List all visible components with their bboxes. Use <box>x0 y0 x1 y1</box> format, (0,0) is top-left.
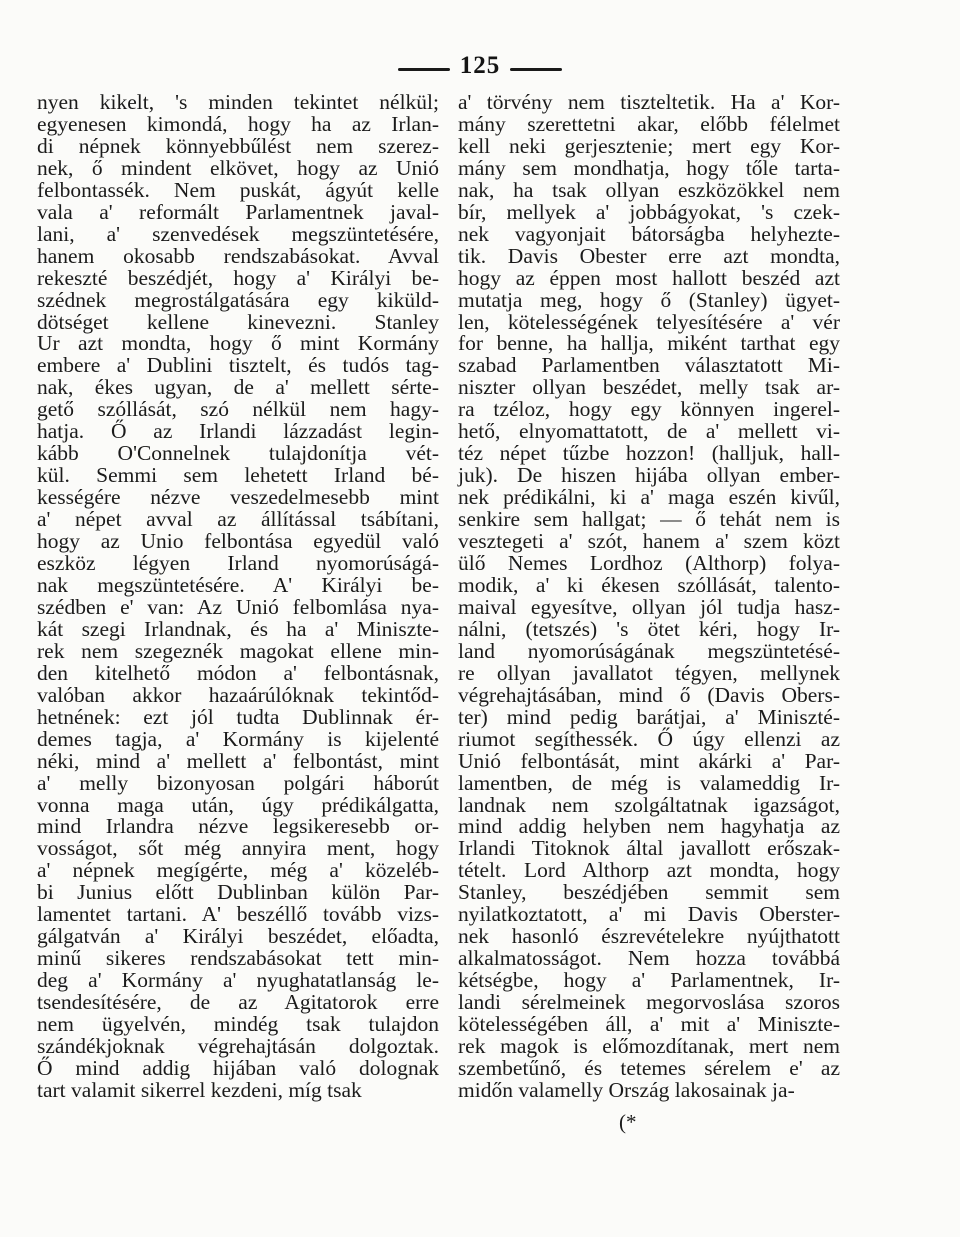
text-line: nek, ő mindent elkövet, hogy az Unió <box>37 155 439 180</box>
text-line: bír, mellyek a' jobbágyokat, 's czek- <box>458 199 840 224</box>
text-line: nálni, (tetszés) 's ötet kéri, hogy Ir- <box>458 616 840 641</box>
text-line: demes tagja, a' Kormány is kijelenté <box>37 726 439 751</box>
text-line: gálgatván a' Királyi beszédet, előadta, <box>37 924 439 949</box>
text-line: végrehajtásában, mind ő (Davis Obers- <box>458 682 840 707</box>
text-line: deg a' Kormány a' nyughatatlanság le- <box>37 968 439 993</box>
text-line: Stanley, beszédjében semmit sem <box>458 880 840 905</box>
text-line: nem ügyelvén, mindég tsak tulajdon <box>37 1012 439 1037</box>
text-line: for benne, ha hallja, miként tarthat egy <box>458 331 840 356</box>
text-line: kötelességében áll, a' mit a' Miniszte- <box>458 1012 840 1037</box>
text-line: eszköz légyen Irland nyomorúságá- <box>37 551 439 576</box>
text-line: hető, elnyomattatott, de a' mellett vi- <box>458 419 840 444</box>
text-line: di népnek könnyebbűlést nem szerez- <box>37 133 439 158</box>
text-line: dötséget kellene kinevezni. Stanley <box>37 309 439 334</box>
text-line: landi sérelmeinek megorvoslása szoros <box>458 990 840 1015</box>
text-line: kát szegi Irlandnak, és ha a' Miniszte- <box>37 616 439 641</box>
left-ornament-rule <box>398 68 450 71</box>
text-line: riumot segíthessék. Ő úgy ellenzi az <box>458 726 840 751</box>
text-line: a' melly bizonyosan polgári háborút <box>37 770 439 795</box>
page-number: 125 <box>459 52 501 79</box>
text-line: tételt. Lord Althorp azt mondta, hogy <box>458 858 840 883</box>
text-line: Ur azt mondta, hogy ő mint Kormány <box>37 331 439 356</box>
text-line: ter) mind pedig barátjai, a' Miniszté- <box>458 704 840 729</box>
text-line: tsendesítésére, de az Agitatorok erre <box>37 990 439 1015</box>
text-line: a' népet avval az állítással tsábítani, <box>37 507 439 532</box>
text-line: hogy az éppen most hallott beszéd azt <box>458 265 840 290</box>
text-line: kább O'Connelnek tulajdonítja vét- <box>37 441 439 466</box>
text-line: vosságot, sőt még annyira ment, hogy <box>37 836 439 861</box>
text-line: land nyomorúságának megszüntetésé- <box>458 638 840 663</box>
text-line: mind Irlandra nézve legsikeresebb or- <box>37 814 439 839</box>
text-line: valóban akkor hazaárúlóknak tekintőd- <box>37 682 439 707</box>
text-line: embere a' Dublini tisztelt, és tudós tag- <box>37 353 439 378</box>
text-line: tart valamit sikerrel kezdeni, míg tsak <box>37 1077 362 1102</box>
text-line: nek prédikálni, ki a' maga eszén kivűl, <box>458 485 840 510</box>
text-line: juk). De hiszen hijába ollyan ember- <box>458 463 840 488</box>
text-line: szédben e' van: Az Unió felbomlása nya- <box>37 594 439 619</box>
text-line: maival egyesítve, ollyan jól tudja hasz- <box>458 594 840 619</box>
text-line: midőn valamelly Ország lakosainak ja- <box>458 1077 795 1102</box>
text-line: hetnének: ezt jól tudta Dublinnak ér- <box>37 704 439 729</box>
right-ornament-rule <box>510 68 562 71</box>
text-line: ra tzéloz, hogy egy könnyen ingerel- <box>458 397 840 422</box>
text-line: mind addig helyben nem hagyhatja az <box>458 814 840 839</box>
text-line: vala a' reformált Parlamentnek javal- <box>37 199 439 224</box>
text-line: rek magok is előmozdítanak, mert nem <box>458 1033 840 1058</box>
text-line: nak megszüntetésére. A' Királyi be- <box>37 572 439 597</box>
text-line: néki, mind a' mellett a' felbontást, mint <box>37 748 439 773</box>
text-line: szabad Parlamentben választatott Mi- <box>458 353 840 378</box>
text-line: alkalmatosságot. Nem hozza továbbá <box>458 946 840 971</box>
text-line: kül. Semmi sem lehetett Irland bé- <box>37 463 439 488</box>
page-header <box>0 52 960 80</box>
text-line: bi Junius előtt Dublinban külön Par- <box>37 880 439 905</box>
text-line: nek hasonló észrevételekre nyújthatott <box>458 924 840 949</box>
text-line: landnak nem szolgáltatnak igazságot, <box>458 792 840 817</box>
text-line: Ő mind addig hijában való dolognak <box>37 1055 439 1080</box>
text-line: mány sem mondhatja, hogy tőle tarta- <box>458 155 840 180</box>
text-line: hogy az Unio felbontása egyedül való <box>37 529 439 554</box>
text-line: modik, a' ki ékesen szóllását, talento- <box>458 572 840 597</box>
text-line: niszter ollyan beszédet, melly tsak ar- <box>458 375 840 400</box>
text-line: Unió felbontását, mint akárki a' Par- <box>458 748 840 773</box>
text-line: mány szerettetni akar, előbb félelmet <box>458 111 840 136</box>
text-line: ülő Nemes Lordhoz (Althorp) folya- <box>458 551 840 576</box>
text-line: szédnek megrostálgatására egy kiküld- <box>37 287 439 312</box>
right-text-column <box>458 92 840 1102</box>
text-line: lamentet tartani. A' beszéllő tovább vizs- <box>37 902 439 927</box>
left-text-column <box>37 92 439 1102</box>
text-line: a' népnek megígérte, még a' közeléb- <box>37 858 439 883</box>
text-line: nyilatkoztatott, a' mi Davis Oberster- <box>458 902 840 927</box>
text-line: re ollyan javallatot tégyen, mellynek <box>458 660 840 685</box>
text-line: nak, ékes ugyan, de a' mellett sérte- <box>37 375 439 400</box>
text-line: nek vagyonjait bátorságba helyhezte- <box>458 221 840 246</box>
text-line: kességére nézve veszedelmesebb mint <box>37 485 439 510</box>
text-line: kétségbe, hogy a' Parlamentnek, Ir- <box>458 968 840 993</box>
text-line: hanem okosabb rendszabásokat. Avval <box>37 243 439 268</box>
text-line: mutatja meg, hogy ő (Stanley) ügyet- <box>458 287 840 312</box>
text-line: nak, ha tsak ollyan eszközökkel nem <box>458 177 840 202</box>
text-line: lamentben, de még is valameddig Ir- <box>458 770 840 795</box>
text-line: kell neki gerjesztenie; mert egy Kor- <box>458 133 840 158</box>
text-line: Irlandi Titoknok által javallott erőszak- <box>458 836 840 861</box>
text-line: rek nem szegeznék magokat ellene min- <box>37 638 439 663</box>
text-line: a' törvény nem tiszteltetik. Ha a' Kor- <box>458 90 840 114</box>
signature-mark: (* <box>619 1110 637 1134</box>
text-line: senkire sem hallgat; — ő tehát nem is <box>458 507 840 532</box>
text-line: rekeszté beszédjét, hogy a' Királyi be- <box>37 265 439 290</box>
text-line: tik. Davis Obester erre azt mondta, <box>458 243 840 268</box>
text-line: felbontassék. Nem puskát, ágyút kelle <box>37 177 439 202</box>
text-line: hatja. Ő az Irlandi lázzadást legin- <box>37 419 439 444</box>
text-line: gető szóllását, szó nélkül nem hagy- <box>37 397 439 422</box>
text-line: lani, a' szenvedések megszüntetésére, <box>37 221 439 246</box>
text-line: nyen kikelt, 's minden tekintet nélkül; <box>37 90 439 114</box>
text-line: vesztegeti a' szót, hanem a' szem közt <box>458 529 840 554</box>
text-line: egyenesen kimondá, hogy ha az Irlan- <box>37 111 439 136</box>
text-line: den kitelhető módon a' felbontásnak, <box>37 660 439 685</box>
text-line: minű sikeres rendszabásokat tett min- <box>37 946 439 971</box>
text-line: szándékjoknak végrehajtásán dolgoztak. <box>37 1033 439 1058</box>
text-line: len, kötelességének telyesítésére a' vér <box>458 309 840 334</box>
text-line: téz népet tűzbe hozzon! (halljuk, hall- <box>458 441 840 466</box>
text-line: szembetűnő, és tetemes sérelem e' az <box>458 1055 840 1080</box>
text-line: vonna maga után, úgy prédikálgatta, <box>37 792 439 817</box>
